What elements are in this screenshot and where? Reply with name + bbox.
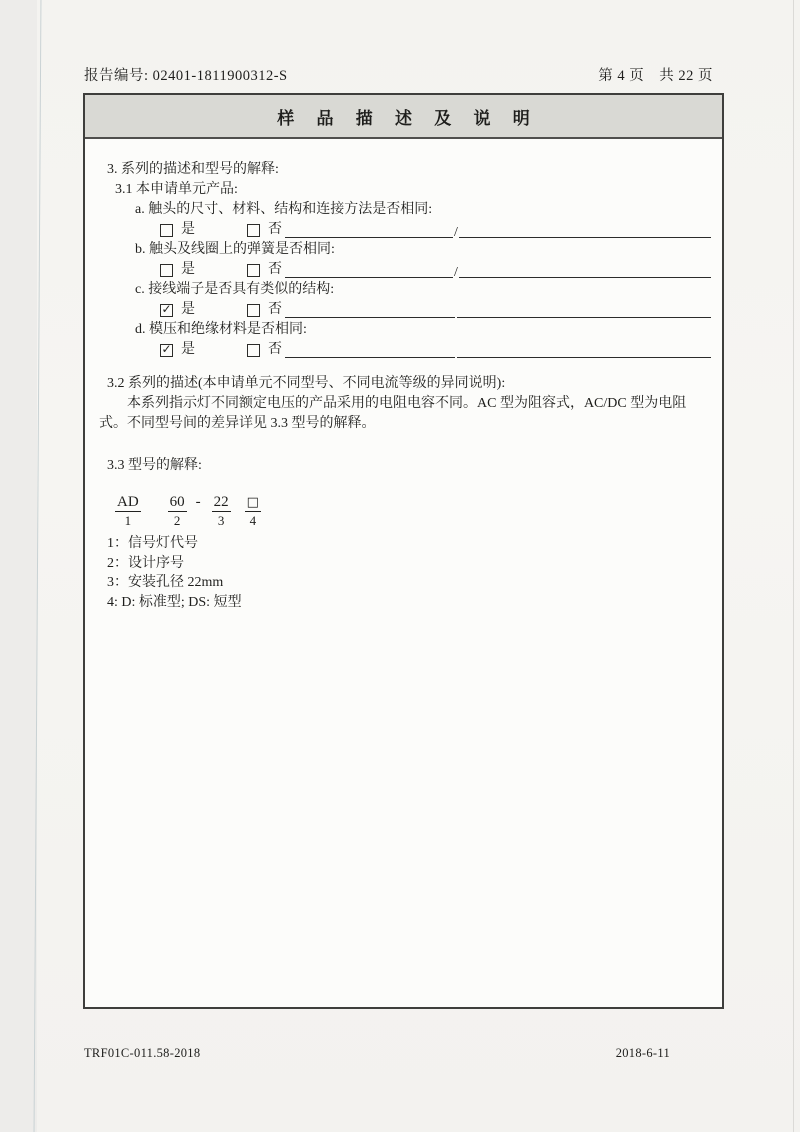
report-date: 2018-6-11 [615,1046,670,1060]
blank-line-segment [457,357,711,358]
document-frame [83,93,724,1009]
page-indicator: 第 4 页 共 22 页 [598,68,713,84]
no-checkbox[interactable] [247,344,260,357]
model-code-placeholder-square: □ [246,495,259,510]
blank-line-segment [459,277,711,278]
question-block-d [99,320,711,360]
answer-blank-line [285,265,711,280]
yes-label: 是 [181,262,195,277]
yes-checkbox[interactable] [160,224,173,237]
blank-line-segment [285,277,453,278]
checkbox-mark: ✓ [161,302,172,316]
no-label: 否 [268,222,282,237]
model-code-diagram [115,494,711,529]
slash-separator: / [454,265,458,280]
model-part-number: 3 [217,513,225,528]
question-text: c. 接线端子是否具有类似的结构: [135,282,335,297]
model-code-segment: 60 [169,494,185,510]
slash-separator: / [454,225,458,240]
blank-line-segment [457,317,711,318]
paper-right-edge-line [793,0,794,1132]
question-block-a [99,200,711,240]
form-code: TRF01C-011.58-2018 [84,1046,201,1060]
question-text: a. 触头的尺寸、材料、结构和连接方法是否相同: [135,202,433,217]
answer-blank-line [285,357,711,360]
blank-line-segment [285,237,453,238]
model-code-segment: AD [117,494,139,510]
model-part-number: 1 [124,513,132,528]
no-checkbox[interactable] [247,304,260,317]
scan-edge-strip [0,0,37,1132]
answer-row [160,300,711,320]
yes-label: 是 [181,342,195,357]
legend-line-3: 3：安装孔径 22mm [107,575,224,590]
no-label: 否 [268,302,282,317]
model-part-4 [245,494,261,529]
yes-checkbox[interactable] [160,304,173,317]
no-checkbox[interactable] [247,264,260,277]
answer-row [160,340,711,360]
no-checkbox[interactable] [247,224,260,237]
section-3-1-heading: 3.1 本申请单元产品: [115,182,238,197]
page-title: 样 品 描 述 及 说 明 [277,108,539,128]
model-part-number: 4 [249,513,257,528]
question-text: b. 触头及线圈上的弹簧是否相同: [135,242,335,257]
model-part-2 [168,494,187,529]
yes-checkbox[interactable] [160,344,173,357]
no-label: 否 [268,262,282,277]
legend-line-1: 1：信号灯代号 [107,536,198,551]
blank-line-segment [285,317,455,318]
checkbox-mark: ✓ [161,342,172,356]
model-code-hyphen [194,494,203,529]
section-3-2-paragraph: 本系列指示灯不同额定电压的产品采用的电阻电容不同。AC 型为阻容式，AC/DC 型为电阻式。不同型号间的差异详见 3.3 型号的解释。 [99,396,687,431]
section-3-3-heading: 3.3 型号的解释: [107,458,202,473]
model-part-number: 2 [173,513,181,528]
no-label: 否 [268,342,282,357]
yes-label: 是 [181,302,195,317]
model-code-segment: 22 [213,494,229,510]
document-content [85,139,722,612]
page-header [84,64,713,85]
model-part-3 [212,494,231,529]
question-block-b [99,240,711,280]
question-text: d. 模压和绝缘材料是否相同: [135,322,307,337]
answer-row [160,220,711,240]
answer-blank-line [285,317,711,320]
blank-line-segment [459,237,711,238]
section-3-heading: 3. 系列的描述和型号的解释: [107,162,279,177]
model-part-1 [115,494,141,529]
page-footer [84,1046,670,1061]
section-3-2-heading: 3.2 系列的描述(本申请单元不同型号、不同电流等级的异同说明): [107,376,506,391]
document-title-bar [85,95,722,139]
legend-line-2: 2：设计序号 [107,555,184,571]
model-code-legend [107,534,711,612]
yes-checkbox[interactable] [160,264,173,277]
question-block-c [99,280,711,320]
answer-row [160,260,711,280]
yes-label: 是 [181,222,195,237]
legend-line-4: 4: D: 标准型; DS: 短型 [107,594,242,610]
answer-blank-line [285,225,711,240]
model-code-segment: - [195,494,201,510]
report-number: 报告编号: 02401-1811900312-S [84,68,288,84]
blank-line-segment [285,357,455,358]
